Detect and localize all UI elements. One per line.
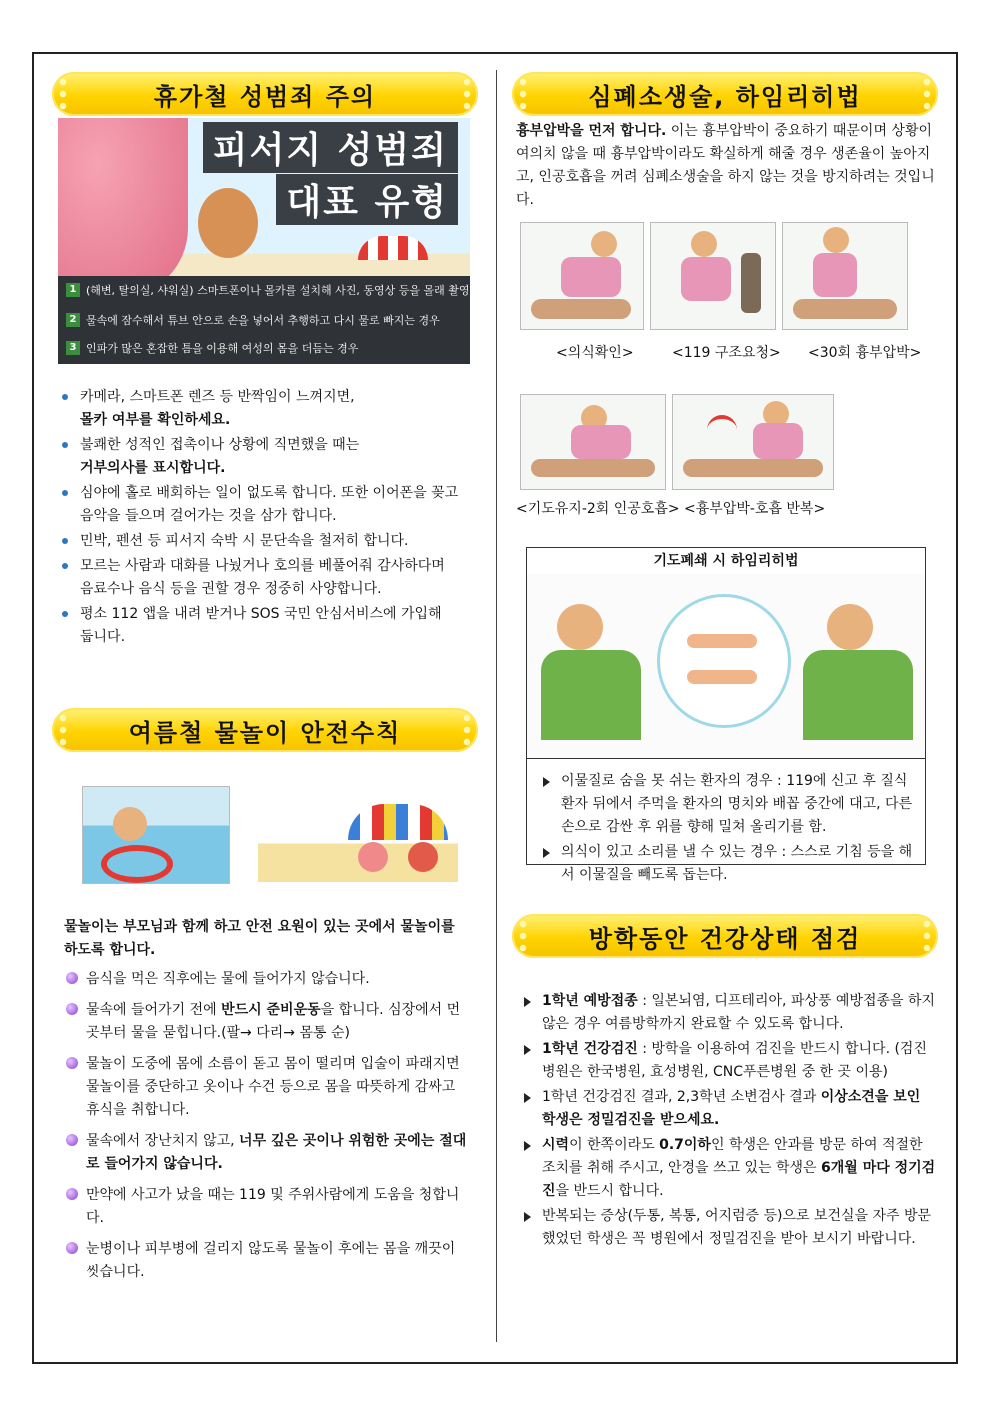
water-rules xyxy=(64,916,472,1286)
crime-tips-list xyxy=(58,386,474,651)
poster-row-text: 인파가 많은 혼잡한 틈을 이용해 여성의 몸을 더듬는 경우 xyxy=(86,342,359,355)
list-item: 민박, 펜션 등 피서지 숙박 시 문단속을 철저히 합니다. xyxy=(58,530,474,553)
caption-consciousness: <의식확인> xyxy=(556,345,634,361)
poster-row xyxy=(66,340,358,356)
list-item: 의식이 있고 소리를 낼 수 있는 경우 : 스스로 기침 등을 해서 이물질을 빼도록 돕는다. xyxy=(539,841,917,887)
banner-title: 휴가철 성범죄 주의 xyxy=(153,82,377,111)
cpr-check-illustration xyxy=(520,222,644,330)
list-item: 시력이 한쪽이라도 0.7이하인 학생은 안과를 방문 하여 적절한 조치를 취해 주시고, 안경을 쓰고 있는 학생은 6개월 마다 정기검진을 반드시 합니다. xyxy=(520,1134,936,1203)
banner-cpr xyxy=(512,72,938,116)
list-item: 1학년 건강검진 : 방학을 이용하여 검진을 반드시 합니다. (검진병원은 한국병원, 효성병원, CNC푸른병원 중 한 곳 이용) xyxy=(520,1038,936,1084)
beach-umbrella-icon xyxy=(358,236,428,260)
poster-row-number: 2 xyxy=(66,313,80,327)
banner-title: 심폐소생술, 하임리히법 xyxy=(588,82,862,111)
health-check-list xyxy=(520,990,936,1253)
water-intro: 물놀이는 부모님과 함께 하고 안전 요원이 있는 곳에서 물놀이를 하도록 합니다. xyxy=(64,919,455,958)
cpr-compression-illustration xyxy=(782,222,908,330)
heimlich-box xyxy=(526,547,926,883)
poster-title-line2: 대표 유형 xyxy=(276,174,458,225)
banner-health-check xyxy=(512,914,938,958)
banner-title: 여름철 물놀이 안전수칙 xyxy=(128,718,402,747)
caption-119: <119 구조요청> xyxy=(672,345,781,361)
poster-illustration-man xyxy=(198,188,258,258)
banner-title: 방학동안 건강상태 점검 xyxy=(588,924,862,953)
poster-title-line1: 피서지 성범죄 xyxy=(203,122,458,173)
poster-row-number: 3 xyxy=(66,341,80,355)
poster-row xyxy=(66,312,440,328)
list-item: 반복되는 증상(두통, 복통, 어지럼증 등)으로 보건실을 자주 방문했었던 학생은 꼭 병원에서 정밀검진을 받아 보시기 바랍니다. xyxy=(520,1205,936,1251)
list-item: 불쾌한 성적인 접촉이나 상황에 직면했을 때는 거부의사를 표시합니다. xyxy=(58,434,474,480)
list-item: 1학년 예방접종 : 일본뇌염, 디프테리아, 파상풍 예방접종을 하지 않은 경우 여름방학까지 완료할 수 있도록 합니다. xyxy=(520,990,936,1036)
poster-row-number: 1 xyxy=(66,283,80,297)
list-item: 물놀이 도중에 몸에 소름이 돋고 몸이 떨리며 입술이 파래지면 물놀이를 중단하고 옷이나 수건 등으로 몸을 따뜻하게 감싸고 휴식을 취합니다. xyxy=(64,1053,472,1122)
cpr-repeat-illustration xyxy=(672,394,834,490)
cpr-description: 흉부압박을 먼저 합니다. 이는 흉부압박이 중요하기 때문이며 상황이 여의치 않을 때 흉부압박이라도 확실하게 해줄 경우 생존율이 높아지고, 인공호흡을 꺼려 심폐소생술을 하지 않는 것을 방지하려는 것입니다. xyxy=(516,123,935,208)
cpr-breath-illustration xyxy=(520,394,666,490)
list-item: 물속에서 장난치지 않고, 너무 깊은 곳이나 위험한 곳에는 절대로 들어가지 않습니다. xyxy=(64,1130,472,1176)
poster-row-text: (해변, 탈의실, 샤워실) 스마트폰이나 몰카를 설치해 사진, 동영상 등을 몰래 촬영 xyxy=(86,284,470,297)
beach-kids-illustration xyxy=(258,786,458,882)
heimlich-illustration xyxy=(527,574,925,759)
list-item: 음식을 먹은 직후에는 물에 들어가지 않습니다. xyxy=(64,968,472,991)
list-item: 이물질로 숨을 못 쉬는 환자의 경우 : 119에 신고 후 질식 환자 뒤에서 주먹을 환자의 명치와 배꼽 중간에 대고, 다른 손으로 감싼 후 위를 향해 밀쳐 올리기를 함. xyxy=(539,770,917,839)
lifeguard-illustration xyxy=(82,786,230,884)
list-item: 만약에 사고가 났을 때는 119 및 주위사람에게 도움을 청합니다. xyxy=(64,1184,472,1230)
list-item: 1학년 건강검진 결과, 2,3학년 소변검사 결과 이상소견을 보인 학생은 정밀검진을 받으세요. xyxy=(520,1086,936,1132)
poster-illustration-figure xyxy=(58,118,188,298)
list-item: 눈병이나 피부병에 걸리지 않도록 물놀이 후에는 몸을 깨끗이 씻습니다. xyxy=(64,1238,472,1284)
list-item: 심야에 홀로 배회하는 일이 없도록 합니다. 또한 이어폰을 꽂고 음악을 들으며 걸어가는 것을 삼가 합니다. xyxy=(58,482,474,528)
list-item: 카메라, 스마트폰 렌즈 등 반짝임이 느껴지면, 몰카 여부를 확인하세요. xyxy=(58,386,474,432)
list-item: 물속에 들어가기 전에 반드시 준비운동을 합니다. 심장에서 먼 곳부터 물을 묻힙니다.(팔→ 다리→ 몸통 순) xyxy=(64,999,472,1045)
banner-vacation-crime xyxy=(52,72,478,116)
cpr-call-119-illustration xyxy=(650,222,776,330)
heimlich-title: 기도폐쇄 시 하임리히법 xyxy=(527,548,925,575)
poster-row-text: 물속에 잠수해서 튜브 안으로 손을 넣어서 추행하고 다시 물로 빠지는 경우 xyxy=(86,314,440,327)
list-item: 모르는 사람과 대화를 나눴거나 호의를 베풀어줘 감사하다며 음료수나 음식 등을 권할 경우 정중히 사양합니다. xyxy=(58,555,474,601)
poster-row xyxy=(66,282,469,298)
caption-row2: <기도유지-2회 인공호흡> <흉부압박-호흡 반복> xyxy=(516,501,826,517)
caption-30-compressions: <30회 흉부압박> xyxy=(808,345,922,361)
column-divider xyxy=(496,70,497,1342)
crime-poster-image xyxy=(58,118,470,364)
list-item: 평소 112 앱을 내려 받거나 SOS 국민 안심서비스에 가입해 둡니다. xyxy=(58,603,474,649)
banner-water-safety xyxy=(52,708,478,752)
